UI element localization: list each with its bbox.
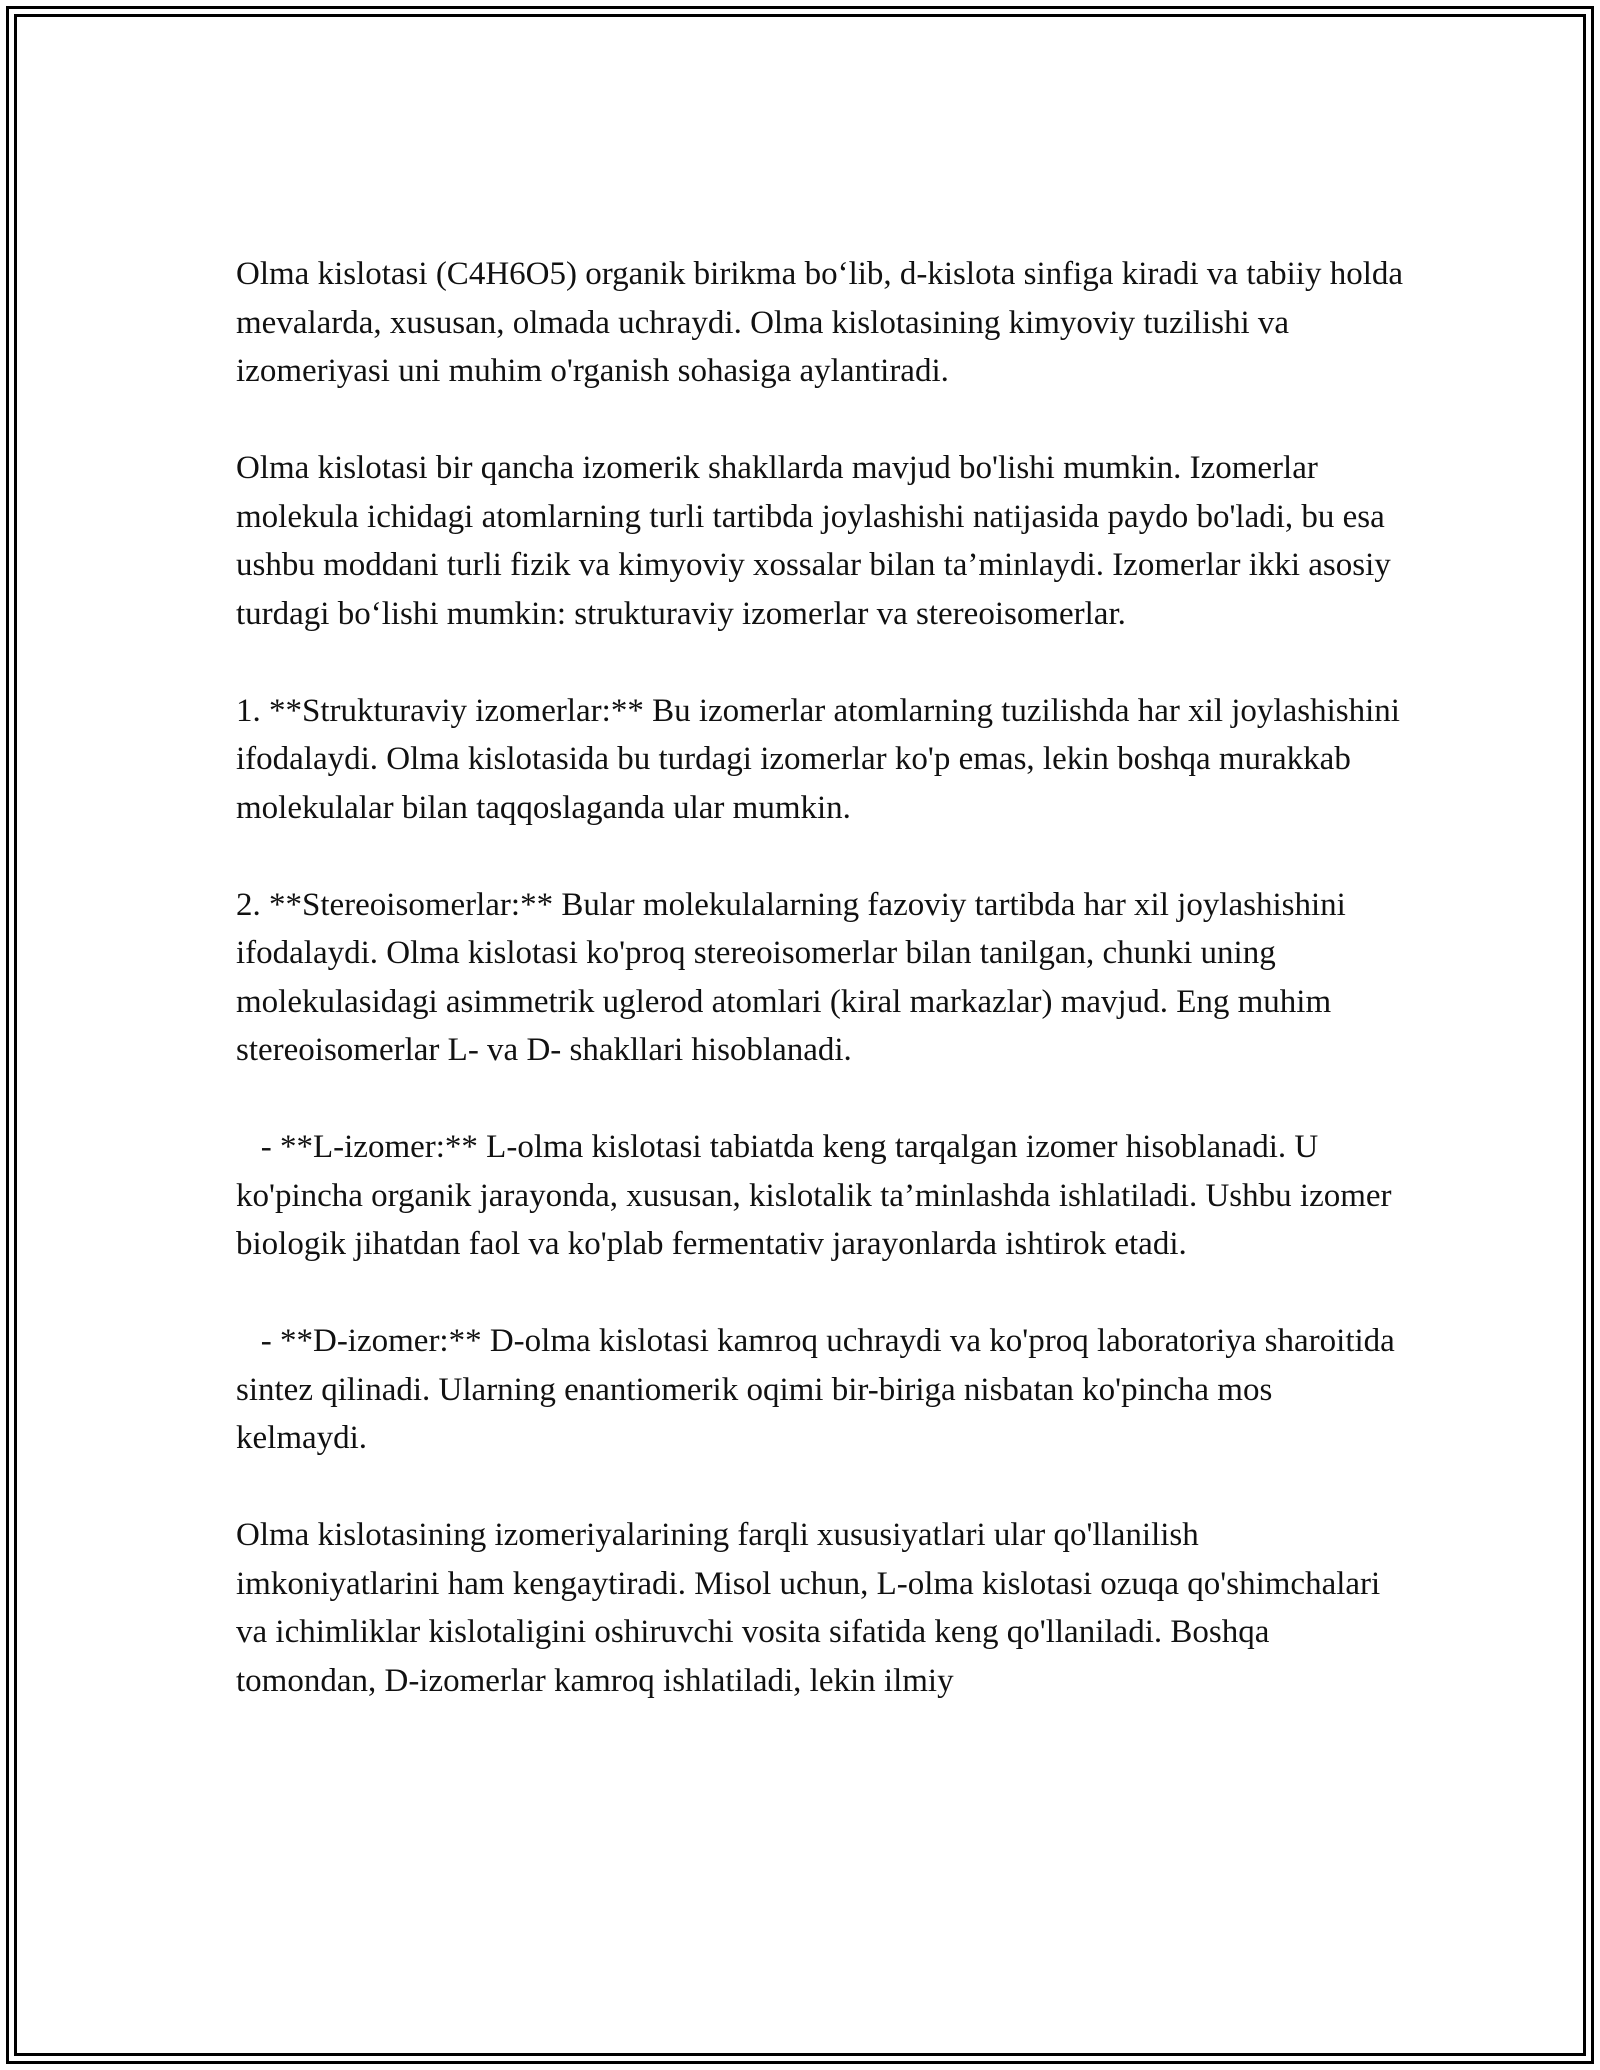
document-body bbox=[236, 250, 1412, 1705]
paragraph-intro: Olma kislotasi (C4H6O5) organik birikma bo‘lib, d-kislota sinfiga kiradi va tabiiy holda mevalarda, xususan, olmada uchraydi. Olma kislotasining kimyoviy tuzilishi va izomeriyasi uni muhim o'rganish sohasiga aylantiradi. bbox=[236, 256, 1412, 389]
paragraph-d-isomer: - **D-izomer:** D-olma kislotasi kamroq uchraydi va ko'proq laboratoriya sharoitida sintez qilinadi. Ularning enantiomerik oqimi bir-biriga nisbatan ko'pincha mos kelmaydi. bbox=[236, 1323, 1404, 1456]
paragraph-stereoisomers: 2. **Stereoisomerlar:** Bular molekulalarning fazoviy tartibda har xil joylashishini ifodalaydi. Olma kislotasi ko'proq stereoisomerlar bilan tanilgan, chunki uning molekulasidagi asimmetrik uglerod atomlari (kiral markazlar) mavjud. Eng muhim stereoisomerlar L- va D- shakllari hisoblanadi. bbox=[236, 886, 1355, 1068]
paragraph-l-isomer: - **L-izomer:** L-olma kislotasi tabiatda keng tarqalgan izomer hisoblanadi. U ko'pincha organik jarayonda, xususan, kislotalik ta’minlashda ishlatiladi. Ushbu izomer biologik jihatdan faol va ko'plab fermentativ jarayonlarda ishtirok etadi. bbox=[236, 1129, 1400, 1262]
paragraph-structural-isomers: 1. **Strukturaviy izomerlar:** Bu izomerlar atomlarning tuzilishda har xil joylashishini ifodalaydi. Olma kislotasida bu turdagi izomerlar ko'p emas, lekin boshqa murakkab molekulalar bilan taqqoslaganda ular mumkin. bbox=[236, 692, 1409, 826]
paragraph-isomer-forms: Olma kislotasi bir qancha izomerik shakllarda mavjud bo'lishi mumkin. Izomerlar molekula ichidagi atomlarning turli tartibda joylashishi natijasida paydo bo'ladi, bu esa ushbu moddani turli fizik va kimyoviy xossalar bilan ta’minlaydi. Izomerlar ikki asosiy turdagi bo‘lishi mumkin: strukturaviy izomerlar va stereoisomerlar. bbox=[236, 450, 1400, 632]
paragraph-applications: Olma kislotasining izomeriyalarining farqli xususiyatlari ular qo'llanilish imkoniyatlarini ham kengaytiradi. Misol uchun, L-olma kislotasi ozuqa qo'shimchalari va ichimliklar kislotaligini oshiruvchi vosita sifatida keng qo'llaniladi. Boshqa tomondan, D-izomerlar kamroq ishlatiladi, lekin ilmiy bbox=[236, 1517, 1389, 1699]
